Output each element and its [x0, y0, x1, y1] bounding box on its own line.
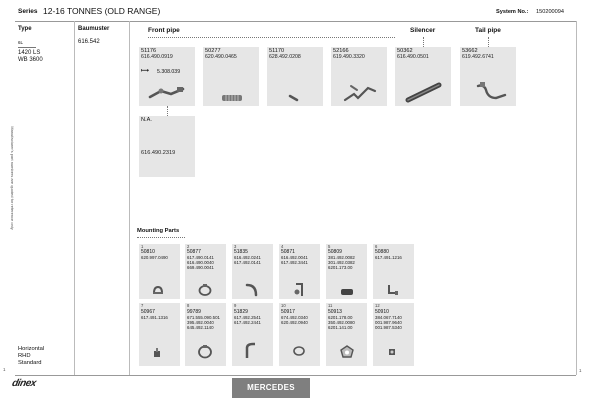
flange-icon	[339, 344, 355, 360]
mounting-index: 1	[141, 244, 144, 249]
mounting-code: 001.987.9640	[375, 320, 402, 325]
front-pipe-icon	[147, 85, 187, 101]
tail-pipe-icon	[474, 80, 508, 104]
flex-pipe-icon	[220, 92, 244, 104]
baumuster-label: Baumuster	[78, 26, 110, 32]
part-number: 51170	[269, 48, 285, 54]
position-horizontal: Horizontal	[18, 346, 45, 352]
nut-icon	[386, 346, 398, 358]
footer-rule	[15, 375, 576, 376]
mounting-code: 616.492.0041	[281, 255, 308, 260]
part-number: 51176	[141, 48, 157, 54]
part-code: 619.492.6741	[462, 54, 494, 60]
type-value: 1420 LS	[18, 50, 41, 56]
mounting-index: 11	[328, 303, 333, 308]
mounting-code: 617.492.3441	[281, 260, 308, 265]
mounting-number: 50913	[328, 309, 342, 315]
series-label: Series	[18, 8, 38, 15]
mounting-code: 617.491.1316	[141, 315, 168, 320]
right-page-mark: 1	[579, 368, 582, 373]
mounting-number: 50967	[141, 309, 155, 315]
tail-pipe-title: Tail pipe	[475, 27, 501, 34]
mounting-number: 51835	[234, 249, 248, 255]
system-label: System No.:	[496, 9, 529, 15]
mounting-index: 12	[375, 303, 380, 308]
clamp-icon	[151, 284, 165, 296]
u-bolt-icon	[386, 283, 400, 297]
left-page-mark: 1	[3, 367, 6, 372]
bolt-clamp-icon	[151, 347, 163, 359]
mounting-code: 001.987.5340	[375, 325, 402, 330]
silencer-icon	[403, 80, 445, 104]
mounting-index: 7	[141, 303, 144, 308]
frame-right	[576, 21, 577, 375]
mounting-code: 617.490.0141	[187, 255, 214, 260]
part-number: 52166	[333, 48, 349, 54]
mounting-number: 50871	[281, 249, 295, 255]
type-underline	[18, 47, 36, 48]
arrow-icon: ⟼	[141, 68, 149, 74]
mounting-code: 381.492.0082	[328, 255, 355, 260]
part-code: 616.490.2319	[141, 150, 176, 156]
wb-value: WB 3600	[18, 57, 43, 63]
mounting-code: 6201.173.00	[328, 265, 353, 270]
hanger-icon	[292, 282, 306, 298]
vertical-note: Manufacturer's part numbers are quoted for reference only	[10, 126, 15, 230]
part-card-na[interactable]	[139, 116, 195, 177]
bracket-icon	[244, 282, 260, 298]
mounting-code: 616.490.0040	[187, 260, 214, 265]
bent-pipe-icon	[342, 82, 378, 104]
mounting-index: 3	[234, 244, 237, 249]
divider-main	[129, 21, 130, 375]
strap-icon	[244, 342, 258, 360]
series-value: 12-16 TONNES (OLD RANGE)	[43, 6, 161, 16]
mounting-code: 617.492.0141	[234, 260, 261, 265]
mounting-index: 8	[187, 303, 190, 308]
part-number: 50362	[397, 48, 413, 54]
part-code: 616.490.0501	[397, 54, 429, 60]
mounting-code: 669.490.0041	[187, 265, 214, 270]
mounting-index: 4	[281, 244, 284, 249]
mounting-code: 6201.178.00	[328, 315, 353, 320]
mounting-number: 50880	[375, 249, 389, 255]
type-label: Type	[18, 26, 32, 32]
gasket-icon	[292, 345, 306, 357]
divider-left	[74, 21, 75, 375]
part-number: 53662	[462, 48, 478, 54]
tail-pipe-leader	[488, 37, 489, 47]
mounting-number: 50917	[281, 309, 295, 315]
system-value: 150200094	[536, 9, 564, 15]
band-clamp-icon	[196, 344, 214, 360]
part-code: 620.490.0465	[205, 54, 237, 60]
rubber-mount-icon	[339, 287, 355, 297]
front-pipe-leader	[148, 37, 395, 38]
mounting-number: 51829	[234, 309, 248, 315]
mounting-number: 99789	[187, 309, 201, 315]
part-number: 50277	[205, 48, 221, 54]
na-leader	[167, 106, 168, 116]
mounting-number: 50910	[375, 309, 389, 315]
mounting-index: 2	[187, 244, 190, 249]
mounting-parts-title: Mounting Parts	[137, 228, 180, 234]
part-extra-code: 5.308.039	[157, 69, 181, 75]
header-rule	[15, 21, 576, 22]
mounting-code: 617.492.2541	[234, 315, 261, 320]
position-rhd: RHD	[18, 353, 31, 359]
mounting-code: 645.492.1140	[187, 325, 214, 330]
mounting-index: 9	[234, 303, 237, 308]
mounting-number: 50810	[141, 249, 155, 255]
mounting-number: 50877	[187, 249, 201, 255]
silencer-leader	[423, 37, 424, 47]
mounting-parts-leader	[137, 237, 185, 238]
mounting-code: 617.491.1216	[375, 255, 402, 260]
silencer-title: Silencer	[410, 27, 436, 34]
mounting-code: 384.067.7140	[375, 315, 402, 320]
mounting-index: 6	[375, 244, 378, 249]
brand-name: MERCEDES	[247, 383, 295, 392]
mounting-code: 620.997.0490	[141, 255, 168, 260]
part-code: 616.490.0919	[141, 54, 173, 60]
mounting-code: 6201.141.00	[328, 325, 353, 330]
mounting-code: 620.492.0940	[281, 320, 308, 325]
part-number: N.A.	[141, 117, 152, 123]
mounting-index: 10	[281, 303, 286, 308]
ring-clamp-icon	[197, 284, 213, 297]
mounting-index: 5	[328, 244, 331, 249]
mounting-code: 616.492.0241	[234, 255, 261, 260]
connector-pipe-icon	[288, 93, 300, 103]
part-code: 619.490.3320	[333, 54, 365, 60]
baumuster-value: 616.542	[78, 39, 100, 45]
front-pipe-title: Front pipe	[148, 27, 180, 34]
position-standard: Standard	[18, 360, 42, 366]
small-mark: 6L	[18, 40, 24, 45]
mounting-code: 617.492.2441	[234, 320, 261, 325]
mounting-code: 671.555.090.501	[187, 315, 220, 320]
mounting-code: 301.492.0382	[328, 260, 355, 265]
mounting-code: 395.492.0040	[187, 320, 214, 325]
part-code: 628.492.0208	[269, 54, 301, 60]
mounting-code: 350.492.0080	[328, 320, 355, 325]
mounting-number: 50809	[328, 249, 342, 255]
dinex-logo: dinex	[10, 378, 37, 389]
mounting-code: 674.492.0340	[281, 315, 308, 320]
